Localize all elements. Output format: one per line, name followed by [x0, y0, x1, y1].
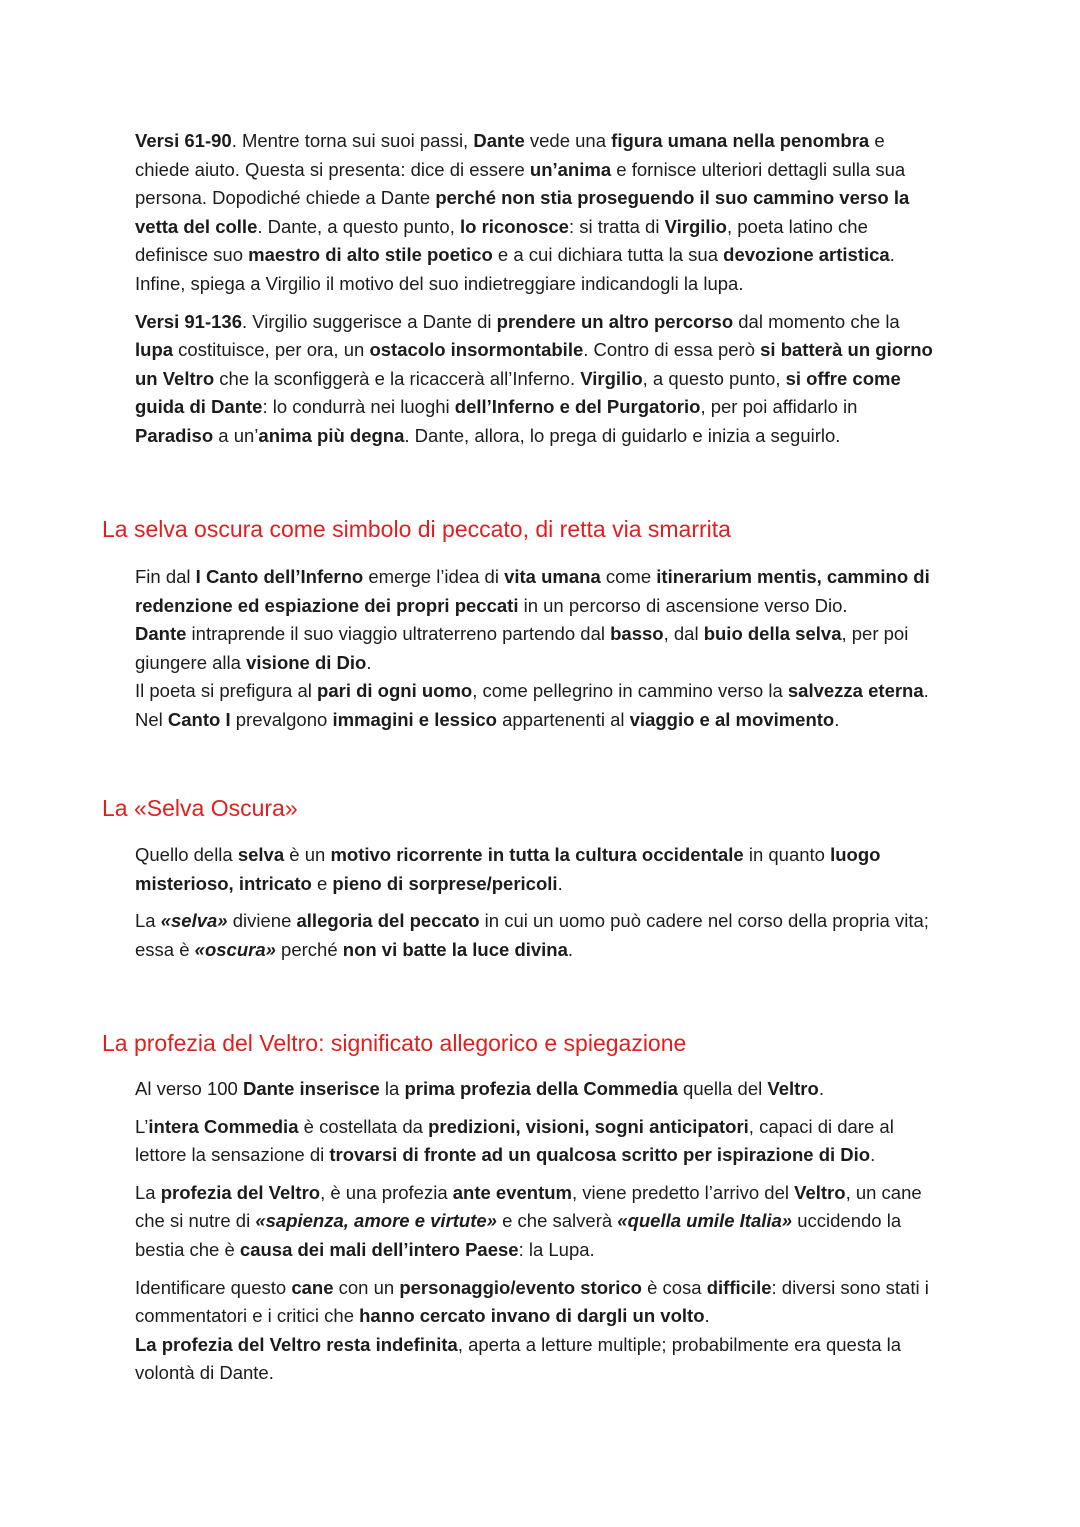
bold-text: Dante [135, 623, 187, 645]
bold-text: profezia del Veltro [160, 1181, 321, 1203]
bold-text: Veltro [767, 1078, 819, 1099]
text-run: , un cane [845, 1181, 922, 1203]
text-run: e a cui dichiara tutta la sua [492, 244, 724, 266]
paragraph [135, 1179, 985, 1265]
text-line [135, 1302, 985, 1331]
bold-text: anima più degna [258, 424, 405, 446]
text-run: Al verso 100 [135, 1078, 243, 1099]
paragraph [135, 127, 985, 299]
text-run: dal momento che la [733, 310, 900, 332]
text-run: chiede aiuto. Questa si presenta: dice di essere [135, 158, 530, 180]
text-line [135, 936, 985, 965]
bold-text: un Veltro [135, 367, 215, 389]
bold-text: ostacolo insormontabile [369, 339, 584, 361]
text-run: . [889, 244, 895, 266]
bold-text: Paradiso [135, 424, 214, 446]
text-line [135, 1075, 985, 1104]
text-run: . [818, 1078, 824, 1099]
bold-text: Dante inserisce [242, 1078, 380, 1099]
paragraph [135, 841, 985, 898]
section-heading-profezia-veltro: La profezia del Veltro: significato allegorico e spiegazione [102, 1030, 687, 1056]
paragraph [135, 1274, 985, 1388]
text-run: come [600, 566, 657, 587]
text-run: con un [333, 1276, 400, 1298]
section-body-selva-oscura [135, 841, 985, 964]
bold-text: hanno cercato invano di dargli un volto [359, 1305, 705, 1327]
text-run: intraprende il suo viaggio ultraterreno partendo dal [186, 623, 611, 645]
bold-text: Dante [473, 130, 525, 151]
bold-text: difficile [706, 1276, 772, 1298]
bold-text: Virgilio [580, 367, 643, 389]
bold-text: pari di ogni uomo [317, 680, 473, 702]
bold-text: «sapienza, amore e virtute» [255, 1210, 497, 1232]
bold-text: redenzione ed espiazione dei propri peccati [135, 594, 519, 616]
text-run: costituisce, per ora, un [173, 339, 370, 361]
bold-text: un’anima [529, 158, 612, 180]
text-line [135, 270, 985, 299]
bold-text: prima profezia della Commedia [404, 1078, 678, 1099]
bold-text: pieno di sorprese/pericoli [332, 872, 558, 894]
bold-text: predizioni, visioni, sogni anticipatori [428, 1115, 749, 1137]
bold-text: personaggio/evento storico [399, 1276, 642, 1298]
bold-text: vetta del colle [135, 215, 258, 237]
text-run: . Contro di essa però [583, 339, 761, 361]
section-heading-selva-oscura: La «Selva Oscura» [102, 795, 298, 821]
text-run: , come pellegrino in cammino verso la [472, 680, 788, 702]
text-run: e [869, 130, 885, 151]
text-run: persona. Dopodiché chiede a Dante [135, 187, 436, 209]
text-run: L’ [135, 1115, 149, 1137]
text-run: è cosa [641, 1276, 707, 1298]
text-line [135, 1207, 985, 1236]
text-run: , per poi [841, 623, 909, 645]
text-run: perché [275, 938, 343, 960]
bold-text: Canto I [167, 708, 231, 730]
text-run: . [557, 872, 563, 894]
bold-text: buio della selva [703, 623, 842, 645]
text-run: che si nutre di [135, 1210, 256, 1232]
text-line [135, 1179, 985, 1208]
section-body-selva-simbolo [135, 563, 985, 735]
text-line [135, 393, 985, 422]
bold-text: salvezza eterna [787, 680, 924, 702]
text-run: uccidendo la [792, 1210, 902, 1232]
bold-text: ante eventum [452, 1181, 573, 1203]
bold-text: basso [610, 623, 664, 645]
text-run: volontà di Dante. [135, 1362, 274, 1384]
bold-text: immagini e lessico [332, 708, 497, 730]
text-run: , per poi affidarlo in [700, 396, 858, 418]
text-line [135, 907, 985, 936]
bold-text: misterioso, intricato [135, 872, 312, 894]
text-run: e che salverà [496, 1210, 618, 1232]
text-run: Il poeta si prefigura al [135, 680, 318, 702]
text-run: , è una profezia [320, 1181, 453, 1203]
bold-text: prendere un altro percorso [496, 310, 734, 332]
bold-text: lo riconosce [459, 215, 569, 237]
bold-text: intera Commedia [148, 1115, 299, 1137]
bold-text: Versi 61-90 [135, 130, 232, 151]
bold-text: figura umana nella penombra [611, 130, 870, 151]
text-run: prevalgono [230, 708, 333, 730]
text-run: , dal [663, 623, 704, 645]
bold-text: guida di Dante [135, 396, 263, 418]
text-line [135, 1141, 985, 1170]
text-run: . [870, 1144, 876, 1166]
bold-text: Versi 91-136 [135, 310, 242, 332]
bold-text: causa dei mali dell’intero Paese [239, 1238, 519, 1260]
text-run: in un percorso di ascensione verso Dio. [518, 594, 848, 616]
bold-text: «selva» [160, 910, 228, 932]
paragraph [135, 1113, 985, 1170]
bold-text: I Canto dell’Inferno [195, 566, 364, 587]
text-run: vede una [524, 130, 612, 151]
text-run: . [834, 708, 840, 730]
text-run: in cui un uomo può cadere nel corso della propria vita; [479, 910, 929, 932]
section-heading-selva-simbolo: La selva oscura come simbolo di peccato, di retta via smarrita [102, 516, 731, 542]
text-run: Fin dal [135, 566, 196, 587]
text-run: in quanto [743, 844, 831, 865]
paragraph [135, 563, 985, 735]
text-run: . Mentre torna sui suoi passi, [231, 130, 474, 151]
text-run: , aperta a letture multiple; probabilmente era questa la [457, 1333, 902, 1355]
bold-text: itinerarium mentis, cammino di [656, 566, 930, 587]
text-run: è costellata da [298, 1115, 429, 1137]
text-line [135, 156, 985, 185]
bold-text: devozione artistica [723, 244, 890, 266]
text-run: . [704, 1305, 710, 1327]
text-run: giungere alla [135, 651, 247, 673]
paragraph [135, 308, 985, 451]
text-run: essa è [135, 938, 195, 960]
bold-text: lupa [135, 339, 174, 361]
text-run: , poeta latino che [726, 215, 868, 237]
bold-text: viaggio e al movimento [629, 708, 835, 730]
text-line [135, 870, 985, 899]
bold-text: Virgilio [664, 215, 727, 237]
text-run: Nel [135, 708, 168, 730]
text-run: Identificare questo [135, 1276, 292, 1298]
text-run: La [135, 910, 161, 932]
bold-text: Veltro [794, 1181, 846, 1203]
bold-text: si batterà un giorno [760, 339, 933, 361]
text-line [135, 308, 985, 337]
text-line [135, 1359, 985, 1388]
text-line [135, 1236, 985, 1265]
text-line [135, 563, 985, 592]
text-run: : diversi sono stati i [771, 1276, 929, 1298]
text-run: quella del [677, 1078, 768, 1099]
bold-text: selva [237, 844, 285, 865]
bold-text: trovarsi di fronte ad un qualcosa scritto per ispirazione di Dio [329, 1144, 871, 1166]
bold-text: allegoria del peccato [296, 910, 480, 932]
text-run: . Dante, allora, lo prega di guidarlo e inizia a seguirlo. [404, 424, 841, 446]
text-run: che la sconfiggerà e la ricaccerà all’Inferno. [214, 367, 581, 389]
text-run: e fornisce ulteriori dettagli sulla sua [611, 158, 906, 180]
text-run: , viene predetto l’arrivo del [572, 1181, 795, 1203]
text-line [135, 1113, 985, 1142]
text-run: Quello della [135, 844, 238, 865]
bold-text: cane [291, 1276, 334, 1298]
text-line [135, 1274, 985, 1303]
text-run: appartenenti al [496, 708, 630, 730]
bold-text: maestro di alto stile poetico [248, 244, 493, 266]
text-run: lettore la sensazione di [135, 1144, 330, 1166]
bold-text: luogo [830, 844, 881, 865]
bold-text: perché non stia proseguendo il suo cammino verso la [435, 187, 910, 209]
text-run: emerge l’idea di [363, 566, 505, 587]
text-run: e [311, 872, 333, 894]
summary-section [135, 127, 985, 451]
text-run: definisce suo [135, 244, 249, 266]
text-line [135, 649, 985, 678]
text-run: bestia che è [135, 1238, 240, 1260]
bold-text: «oscura» [194, 938, 276, 960]
paragraph [135, 907, 985, 964]
text-run: a un’ [213, 424, 259, 446]
text-run: . Virgilio suggerisce a Dante di [241, 310, 497, 332]
text-line [135, 213, 985, 242]
text-run: , capaci di dare al [748, 1115, 894, 1137]
text-line [135, 1331, 985, 1360]
text-line [135, 184, 985, 213]
text-line [135, 677, 985, 706]
section-body-profezia-veltro [135, 1075, 985, 1388]
text-run: : si tratta di [568, 215, 665, 237]
bold-text: vita umana [504, 566, 601, 587]
text-line [135, 241, 985, 270]
text-run: . [567, 938, 574, 960]
text-line [135, 336, 985, 365]
text-run: la [379, 1078, 405, 1099]
text-run: . [923, 680, 929, 702]
bold-text: La profezia del Veltro resta indefinita [135, 1333, 458, 1355]
text-line [135, 422, 985, 451]
bold-text: si offre come [785, 367, 901, 389]
text-run: commentatori e i critici che [135, 1305, 360, 1327]
bold-text: motivo ricorrente in tutta la cultura occidentale [330, 844, 744, 865]
text-line [135, 706, 985, 735]
paragraph [135, 1075, 985, 1104]
text-run: . Dante, a questo punto, [257, 215, 460, 237]
text-run: diviene [227, 910, 297, 932]
text-run: : lo condurrà nei luoghi [262, 396, 455, 418]
bold-text: visione di Dio [246, 651, 367, 673]
bold-text: non vi batte la luce divina [342, 938, 568, 960]
text-run: , a questo punto, [642, 367, 786, 389]
text-line [135, 127, 985, 156]
text-line [135, 620, 985, 649]
text-run: La [135, 1181, 161, 1203]
text-line [135, 592, 985, 621]
text-line [135, 841, 985, 870]
bold-text: dell’Inferno e del Purgatorio [454, 396, 701, 418]
text-run: Infine, spiega a Virgilio il motivo del suo indietreggiare indicandogli la lupa. [135, 272, 744, 294]
bold-text: «quella umile Italia» [617, 1210, 793, 1232]
text-line [135, 365, 985, 394]
text-run: . [366, 651, 372, 673]
text-run: : la Lupa. [518, 1238, 595, 1260]
text-run: è un [284, 844, 331, 865]
